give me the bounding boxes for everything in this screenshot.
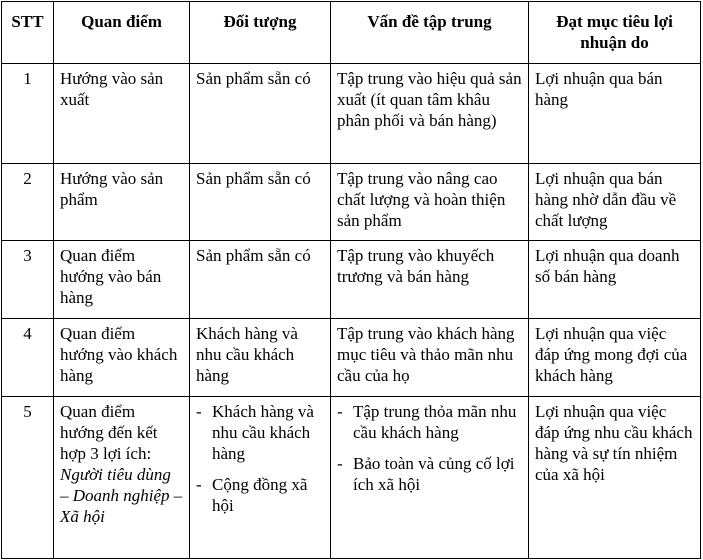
cell-van-de: [331, 397, 529, 559]
list-item: - Bảo toàn và củng cố lợi ích xã hội: [337, 454, 515, 494]
doi-tuong-list: [196, 401, 324, 516]
cell-muc-tieu: Lợi nhuận qua bán hàng: [529, 64, 701, 164]
quan-diem-italic-text: Người tiêu dùng – Doanh nghiệp – Xã hội: [60, 465, 183, 526]
dash-bullet: -: [196, 475, 202, 494]
header-stt: STT: [2, 2, 54, 64]
cell-van-de: Tập trung vào nâng cao chất lượng và hoàn thiện sản phẩm: [331, 164, 529, 241]
cell-muc-tieu: Lợi nhuận qua bán hàng nhờ dẫn đầu về chất lượng: [529, 164, 701, 241]
header-quan-diem: Quan điểm: [54, 2, 190, 64]
cell-quan-diem: Quan điểm hướng vào bán hàng: [54, 241, 190, 319]
table-row: [2, 164, 701, 241]
cell-quan-diem: Quan điểm hướng vào khách hàng: [54, 319, 190, 397]
header-muc-tieu-loi-nhuan: Đạt mục tiêu lợi nhuận do: [529, 2, 701, 64]
list-item: - Cộng đồng xã hội: [196, 475, 308, 515]
cell-van-de: Tập trung vào hiệu quả sản xuất (ít quan tâm khâu phân phối và bán hàng): [331, 64, 529, 164]
list-item: - Khách hàng và nhu cầu khách hàng: [196, 402, 314, 463]
table-header-row: [2, 2, 701, 64]
cell-stt: 3: [2, 241, 54, 319]
header-van-de-tap-trung: Vấn đề tập trung: [331, 2, 529, 64]
cell-stt: 5: [2, 397, 54, 559]
cell-muc-tieu: Lợi nhuận qua việc đáp ứng mong đợi của khách hàng: [529, 319, 701, 397]
cell-muc-tieu: Lợi nhuận qua việc đáp ứng nhu cầu khách hàng và sự tín nhiệm của xã hội: [529, 397, 701, 559]
cell-doi-tuong: Sản phẩm sẵn có: [190, 164, 331, 241]
quan-diem-text: Quan điểm hướng đến kết hợp 3 lợi ích:: [60, 402, 158, 463]
cell-quan-diem: Hướng vào sản xuất: [54, 64, 190, 164]
cell-doi-tuong: Khách hàng và nhu cầu khách hàng: [190, 319, 331, 397]
table-row: [2, 241, 701, 319]
cell-doi-tuong: Sản phẩm sẵn có: [190, 64, 331, 164]
dash-bullet: -: [196, 402, 202, 421]
table-row: [2, 397, 701, 559]
list-item: - Tập trung thỏa mãn nhu cầu khách hàng: [337, 402, 517, 442]
cell-van-de: Tập trung vào khuyếch trương và bán hàng: [331, 241, 529, 319]
cell-stt: 1: [2, 64, 54, 164]
table-row: [2, 64, 701, 164]
marketing-concepts-table: [1, 1, 701, 559]
cell-quan-diem: [54, 397, 190, 559]
header-doi-tuong: Đối tượng: [190, 2, 331, 64]
cell-doi-tuong: Sản phẩm sẵn có: [190, 241, 331, 319]
table-row: [2, 319, 701, 397]
van-de-list: [337, 401, 522, 495]
dash-bullet: -: [337, 454, 343, 473]
dash-bullet: -: [337, 402, 343, 421]
cell-stt: 4: [2, 319, 54, 397]
cell-doi-tuong: [190, 397, 331, 559]
cell-stt: 2: [2, 164, 54, 241]
cell-quan-diem: Hướng vào sản phẩm: [54, 164, 190, 241]
cell-muc-tieu: Lợi nhuận qua doanh số bán hàng: [529, 241, 701, 319]
cell-van-de: Tập trung vào khách hàng mục tiêu và thảo mãn nhu cầu của họ: [331, 319, 529, 397]
